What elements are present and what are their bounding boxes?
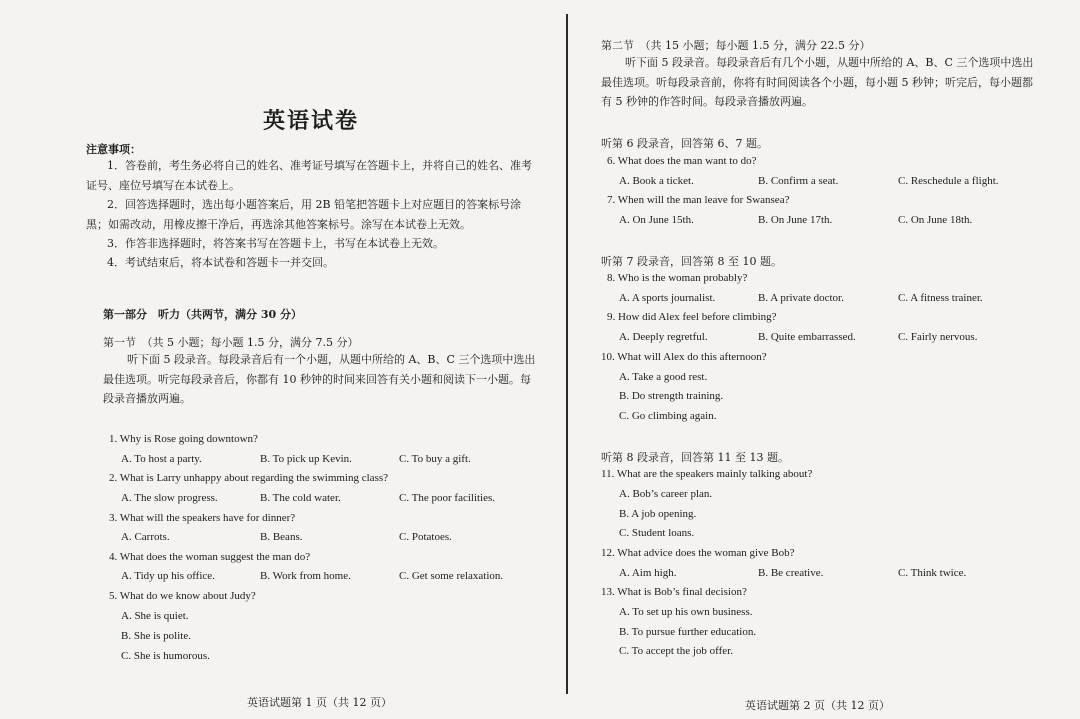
q12-option-c: C. Think twice. [898, 567, 967, 579]
q2-option-b: B. The cold water. [260, 492, 341, 504]
group-heading-7: 听第 7 段录音，回答第 8 至 10 题。 [601, 255, 782, 268]
notice-item-3: 3．作答非选择题时，将答案书写在答题卡上，书写在本试卷上无效。 [107, 237, 444, 250]
q3-option-c: C. Potatoes. [399, 531, 452, 543]
q1-option-b: B. To pick up Kevin. [260, 453, 352, 465]
exam-title: 英语试卷 [263, 108, 360, 134]
q6-option-b: B. Confirm a seat. [758, 175, 839, 187]
q7-option-b: B. On June 17th. [758, 214, 833, 226]
question-2: 2. What is Larry unhappy about regarding the swimming class? [109, 472, 389, 484]
q9-option-c: C. Fairly nervous. [898, 331, 978, 343]
question-3: 3. What will the speakers have for dinner? [109, 512, 296, 524]
q5-option-a: A. She is quiet. [121, 610, 189, 622]
q13-option-c: C. To accept the job offer. [619, 645, 733, 657]
notice-item-4: 4．考试结束后，将本试卷和答题卡一并交回。 [107, 256, 334, 269]
q13-option-a: A. To set up his own business. [619, 606, 753, 618]
question-9: 9. How did Alex feel before climbing? [607, 311, 777, 323]
part-heading: 第一部分 听力（共两节，满分 30 分） [103, 308, 302, 321]
q9-option-a: A. Deeply regretful. [619, 331, 708, 343]
section2-instructions: 听下面 5 段录音。每段录音后有几个小题，从题中所给的 A、B、C 三个选项中选出最佳选项。听每段录音前，你将有时间阅读各个小题，每小题 5 秒钟；听完后，每小题都有 5 秒钟的作答时间。每段录音播放两遍。 [601, 56, 1034, 108]
question-13: 13. What is Bob’s final decision? [601, 586, 747, 598]
q1-option-a: A. To host a party. [121, 453, 202, 465]
q12-option-b: B. Be creative. [758, 567, 824, 579]
page-divider [566, 14, 568, 694]
question-4: 4. What does the woman suggest the man do? [109, 551, 311, 563]
q1-option-c: C. To buy a gift. [399, 453, 471, 465]
question-11: 11. What are the speakers mainly talking about? [601, 468, 813, 480]
question-8: 8. Who is the woman probably? [607, 272, 748, 284]
q11-option-c: C. Student loans. [619, 527, 695, 539]
q5-option-b: B. She is polite. [121, 630, 191, 642]
q8-option-a: A. A sports journalist. [619, 292, 716, 304]
q3-option-b: B. Beans. [260, 531, 303, 543]
q5-option-c: C. She is humorous. [121, 650, 210, 662]
section2-heading: 第二节 （共 15 小题；每小题 1.5 分，满分 22.5 分） [601, 39, 871, 52]
q10-option-a: A. Take a good rest. [619, 371, 708, 383]
page-footer-1: 英语试题第 1 页（共 12 页） [247, 696, 392, 709]
q9-option-b: B. Quite embarrassed. [758, 331, 856, 343]
question-7: 7. When will the man leave for Swansea? [607, 194, 790, 206]
q7-option-a: A. On June 15th. [619, 214, 694, 226]
section1-heading: 第一节 （共 5 小题；每小题 1.5 分，满分 7.5 分） [103, 336, 359, 349]
question-5: 5. What do we know about Judy? [109, 590, 256, 602]
q2-option-a: A. The slow progress. [121, 492, 218, 504]
notice-item-1: 1．答卷前，考生务必将自己的姓名、准考证号填写在答题卡上，并将自己的姓名、准考证号、座位号填写在本试卷上。 [86, 159, 532, 192]
page-footer-2: 英语试题第 2 页（共 12 页） [745, 699, 890, 712]
question-10: 10. What will Alex do this afternoon? [601, 351, 767, 363]
notice-item-2: 2．回答选择题时，选出每小题答案后，用 2B 铅笔把答题卡上对应题目的答案标号涂黑；如需改动，用橡皮擦干净后，再选涂其他答案标号。涂写在本试卷上无效。 [86, 198, 522, 231]
q3-option-a: A. Carrots. [121, 531, 170, 543]
q13-option-b: B. To pursue further education. [619, 626, 757, 638]
q11-option-b: B. A job opening. [619, 508, 697, 520]
q10-option-c: C. Go climbing again. [619, 410, 717, 422]
question-6: 6. What does the man want to do? [607, 155, 757, 167]
q2-option-c: C. The poor facilities. [399, 492, 496, 504]
q7-option-c: C. On June 18th. [898, 214, 973, 226]
q10-option-b: B. Do strength training. [619, 390, 724, 402]
question-12: 12. What advice does the woman give Bob? [601, 547, 795, 559]
q12-option-a: A. Aim high. [619, 567, 677, 579]
q6-option-c: C. Reschedule a flight. [898, 175, 999, 187]
q4-option-b: B. Work from home. [260, 570, 351, 582]
group-heading-8: 听第 8 段录音，回答第 11 至 13 题。 [601, 451, 789, 464]
section1-instructions: 听下面 5 段录音。每段录音后有一个小题，从题中所给的 A、B、C 三个选项中选出最佳选项。听完每段录音后，你都有 10 秒钟的时间来回答有关小题和阅读下一小题。每段录音播放两遍。 [103, 353, 536, 405]
q6-option-a: A. Book a ticket. [619, 175, 694, 187]
notice-heading: 注意事项： [86, 143, 141, 156]
q8-option-b: B. A private doctor. [758, 292, 844, 304]
group-heading-6: 听第 6 段录音，回答第 6、7 题。 [601, 137, 768, 150]
q4-option-c: C. Get some relaxation. [399, 570, 504, 582]
right-page [575, 0, 1080, 719]
q8-option-c: C. A fitness trainer. [898, 292, 983, 304]
question-1: 1. Why is Rose going downtown? [109, 433, 258, 445]
q11-option-a: A. Bob’s career plan. [619, 488, 713, 500]
q4-option-a: A. Tidy up his office. [121, 570, 215, 582]
